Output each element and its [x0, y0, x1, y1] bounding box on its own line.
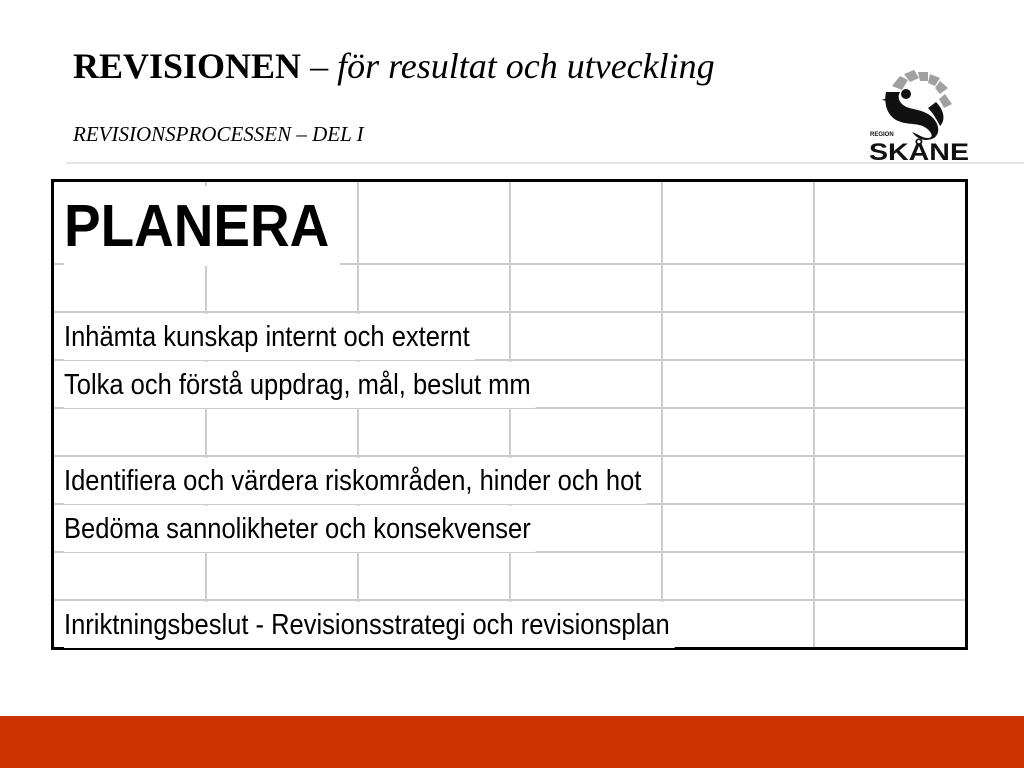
slide-title-bold: REVISIONEN: [73, 46, 302, 86]
table-row: Inriktningsbeslut - Revisionsstrategi och revisionsplan: [64, 602, 675, 648]
grid-row-line: [54, 455, 965, 457]
slide-title: [73, 44, 715, 88]
table-row: Bedöma sannolikheter och konsekvenser: [64, 506, 536, 552]
table-row: Inhämta kunskap internt och externt: [64, 314, 475, 360]
logo-region-text: REGION: [870, 132, 894, 138]
region-skane-griffin-icon: [882, 70, 952, 140]
planning-table: [51, 179, 968, 650]
grid-row-line: [54, 311, 965, 313]
grid-col-line: [357, 182, 359, 647]
region-skane-logo: [862, 66, 974, 166]
slide-title-italic: – för resultat och utveckling: [310, 46, 715, 86]
logo-brand-text: SKÅNE: [869, 139, 954, 166]
table-heading: PLANERA: [64, 186, 340, 266]
table-row: Identifiera och värdera riskområden, hinder och hot: [64, 458, 647, 504]
grid-col-line: [509, 182, 511, 647]
grid-col-line: [661, 182, 663, 647]
grid-row-line: [54, 599, 965, 601]
table-row: Tolka och förstå uppdrag, mål, beslut mm: [64, 362, 536, 408]
slide-subtitle: REVISIONSPROCESSEN – DEL I: [73, 122, 364, 146]
grid-col-line: [813, 182, 815, 647]
footer-bar: [0, 716, 1024, 768]
